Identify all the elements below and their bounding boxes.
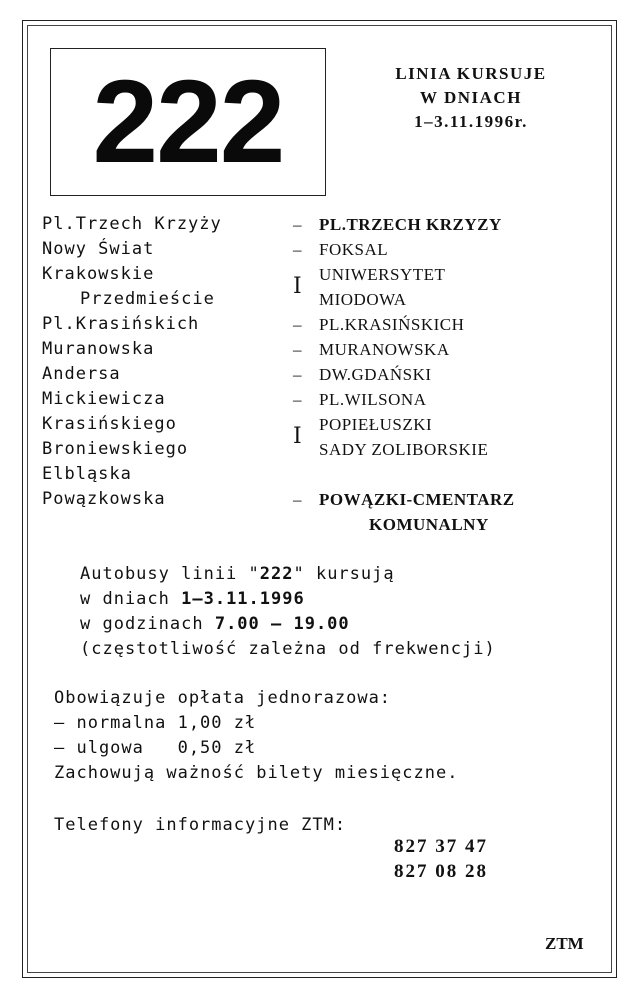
route-street: Powązkowska <box>42 489 166 509</box>
route-stop: MURANOWSKA <box>319 340 450 359</box>
schedule-line-3 <box>80 612 496 637</box>
schedule-line-2 <box>80 587 496 612</box>
dash-mark <box>293 462 319 487</box>
notice-line-2: W DNIACH <box>420 88 522 107</box>
line-number: 222 <box>92 56 284 188</box>
bracket-mark: I <box>293 424 303 449</box>
fares-note: Zachowują ważność bilety miesięczne. <box>54 763 459 783</box>
route-street: Krasińskiego <box>42 414 177 434</box>
route-street: Pl.Trzech Krzyży <box>42 214 222 234</box>
route-stop: SADY ZOLIBORSKIE <box>319 440 489 459</box>
schedule-text: w dniach <box>80 589 182 609</box>
route-stop-row <box>293 362 515 387</box>
route-stop-row <box>293 512 515 537</box>
route-stop: FOKSAL <box>319 240 389 259</box>
dash-mark: – <box>293 390 302 409</box>
route-street: Przedmieście <box>80 289 215 309</box>
route-stop-row <box>293 287 515 312</box>
route-stop-row <box>293 237 515 262</box>
schedule-hours: 7.00 – 19.00 <box>214 614 350 634</box>
route-stop-row <box>293 337 515 362</box>
phone-number-2: 827 08 28 <box>394 861 488 882</box>
dash-mark: – <box>293 215 302 234</box>
dash-mark <box>293 512 319 537</box>
schedule-line-4: (częstotliwość zależna od frekwencji) <box>80 639 496 659</box>
route-stop-row <box>293 412 515 449</box>
fares-heading: Obowiązuje opłata jednorazowa: <box>54 688 392 708</box>
schedule-dates: 1–3.11.1996 <box>181 589 305 609</box>
route-street: Broniewskiego <box>42 439 189 459</box>
route-stop: POPIEŁUSZKI <box>319 415 433 434</box>
schedule-block <box>80 562 496 662</box>
route-stop-row <box>293 437 515 462</box>
route-street: Krakowskie <box>42 264 155 284</box>
contact-label: Telefony informacyjne ZTM: <box>54 815 347 835</box>
dash-mark: – <box>293 490 302 509</box>
route-streets <box>42 212 222 512</box>
route-street: Pl.Krasińskich <box>42 314 200 334</box>
dash-mark: – <box>293 240 302 259</box>
route-stop-row <box>293 212 515 237</box>
route-street: Nowy Świat <box>42 239 155 259</box>
route-stop-row <box>293 262 515 299</box>
route-stop-row <box>293 312 515 337</box>
schedule-line-number: 222 <box>259 564 294 584</box>
ztm-logo: ZTM <box>545 934 584 953</box>
schedule-text: Autobusy linii " <box>80 564 260 584</box>
line-number-box <box>50 48 326 196</box>
schedule-text: w godzinach <box>80 614 215 634</box>
phone-number-1: 827 37 47 <box>394 836 488 857</box>
route-stop: PL.WILSONA <box>319 390 427 409</box>
route-stop: POWĄZKI-CMENTARZ <box>319 490 515 509</box>
route-stop: PL.TRZECH KRZYZY <box>319 215 502 234</box>
route-stop: MIODOWA <box>319 290 407 309</box>
dash-mark: – <box>293 365 302 384</box>
route-street: Mickiewicza <box>42 389 166 409</box>
fares-block <box>54 686 458 786</box>
notice-line-3: 1–3.11.1996r. <box>414 112 528 131</box>
fare-reduced: – ulgowa 0,50 zł <box>54 738 257 758</box>
route-stop: PL.KRASIŃSKICH <box>319 315 465 334</box>
route-street: Muranowska <box>42 339 155 359</box>
dash-mark: – <box>293 315 302 334</box>
route-stop-row <box>293 462 515 487</box>
route-stop-row <box>293 387 515 412</box>
route-street: Elbląska <box>42 464 132 484</box>
dash-mark: – <box>293 340 302 359</box>
phone-numbers <box>394 834 488 884</box>
schedule-line-1 <box>80 562 496 587</box>
route-stop-row <box>293 487 515 512</box>
route-stop: UNIWERSYTET <box>319 265 446 284</box>
route-stops <box>293 212 515 537</box>
route-street: Andersa <box>42 364 121 384</box>
route-stop: DW.GDAŃSKI <box>319 365 432 384</box>
fare-normal: – normalna 1,00 zł <box>54 713 257 733</box>
service-dates-notice <box>358 62 584 134</box>
route-stop: KOMUNALNY <box>369 515 489 534</box>
bracket-mark: I <box>293 274 303 299</box>
notice-line-1: LINIA KURSUJE <box>395 64 547 83</box>
schedule-text: " kursują <box>293 564 395 584</box>
